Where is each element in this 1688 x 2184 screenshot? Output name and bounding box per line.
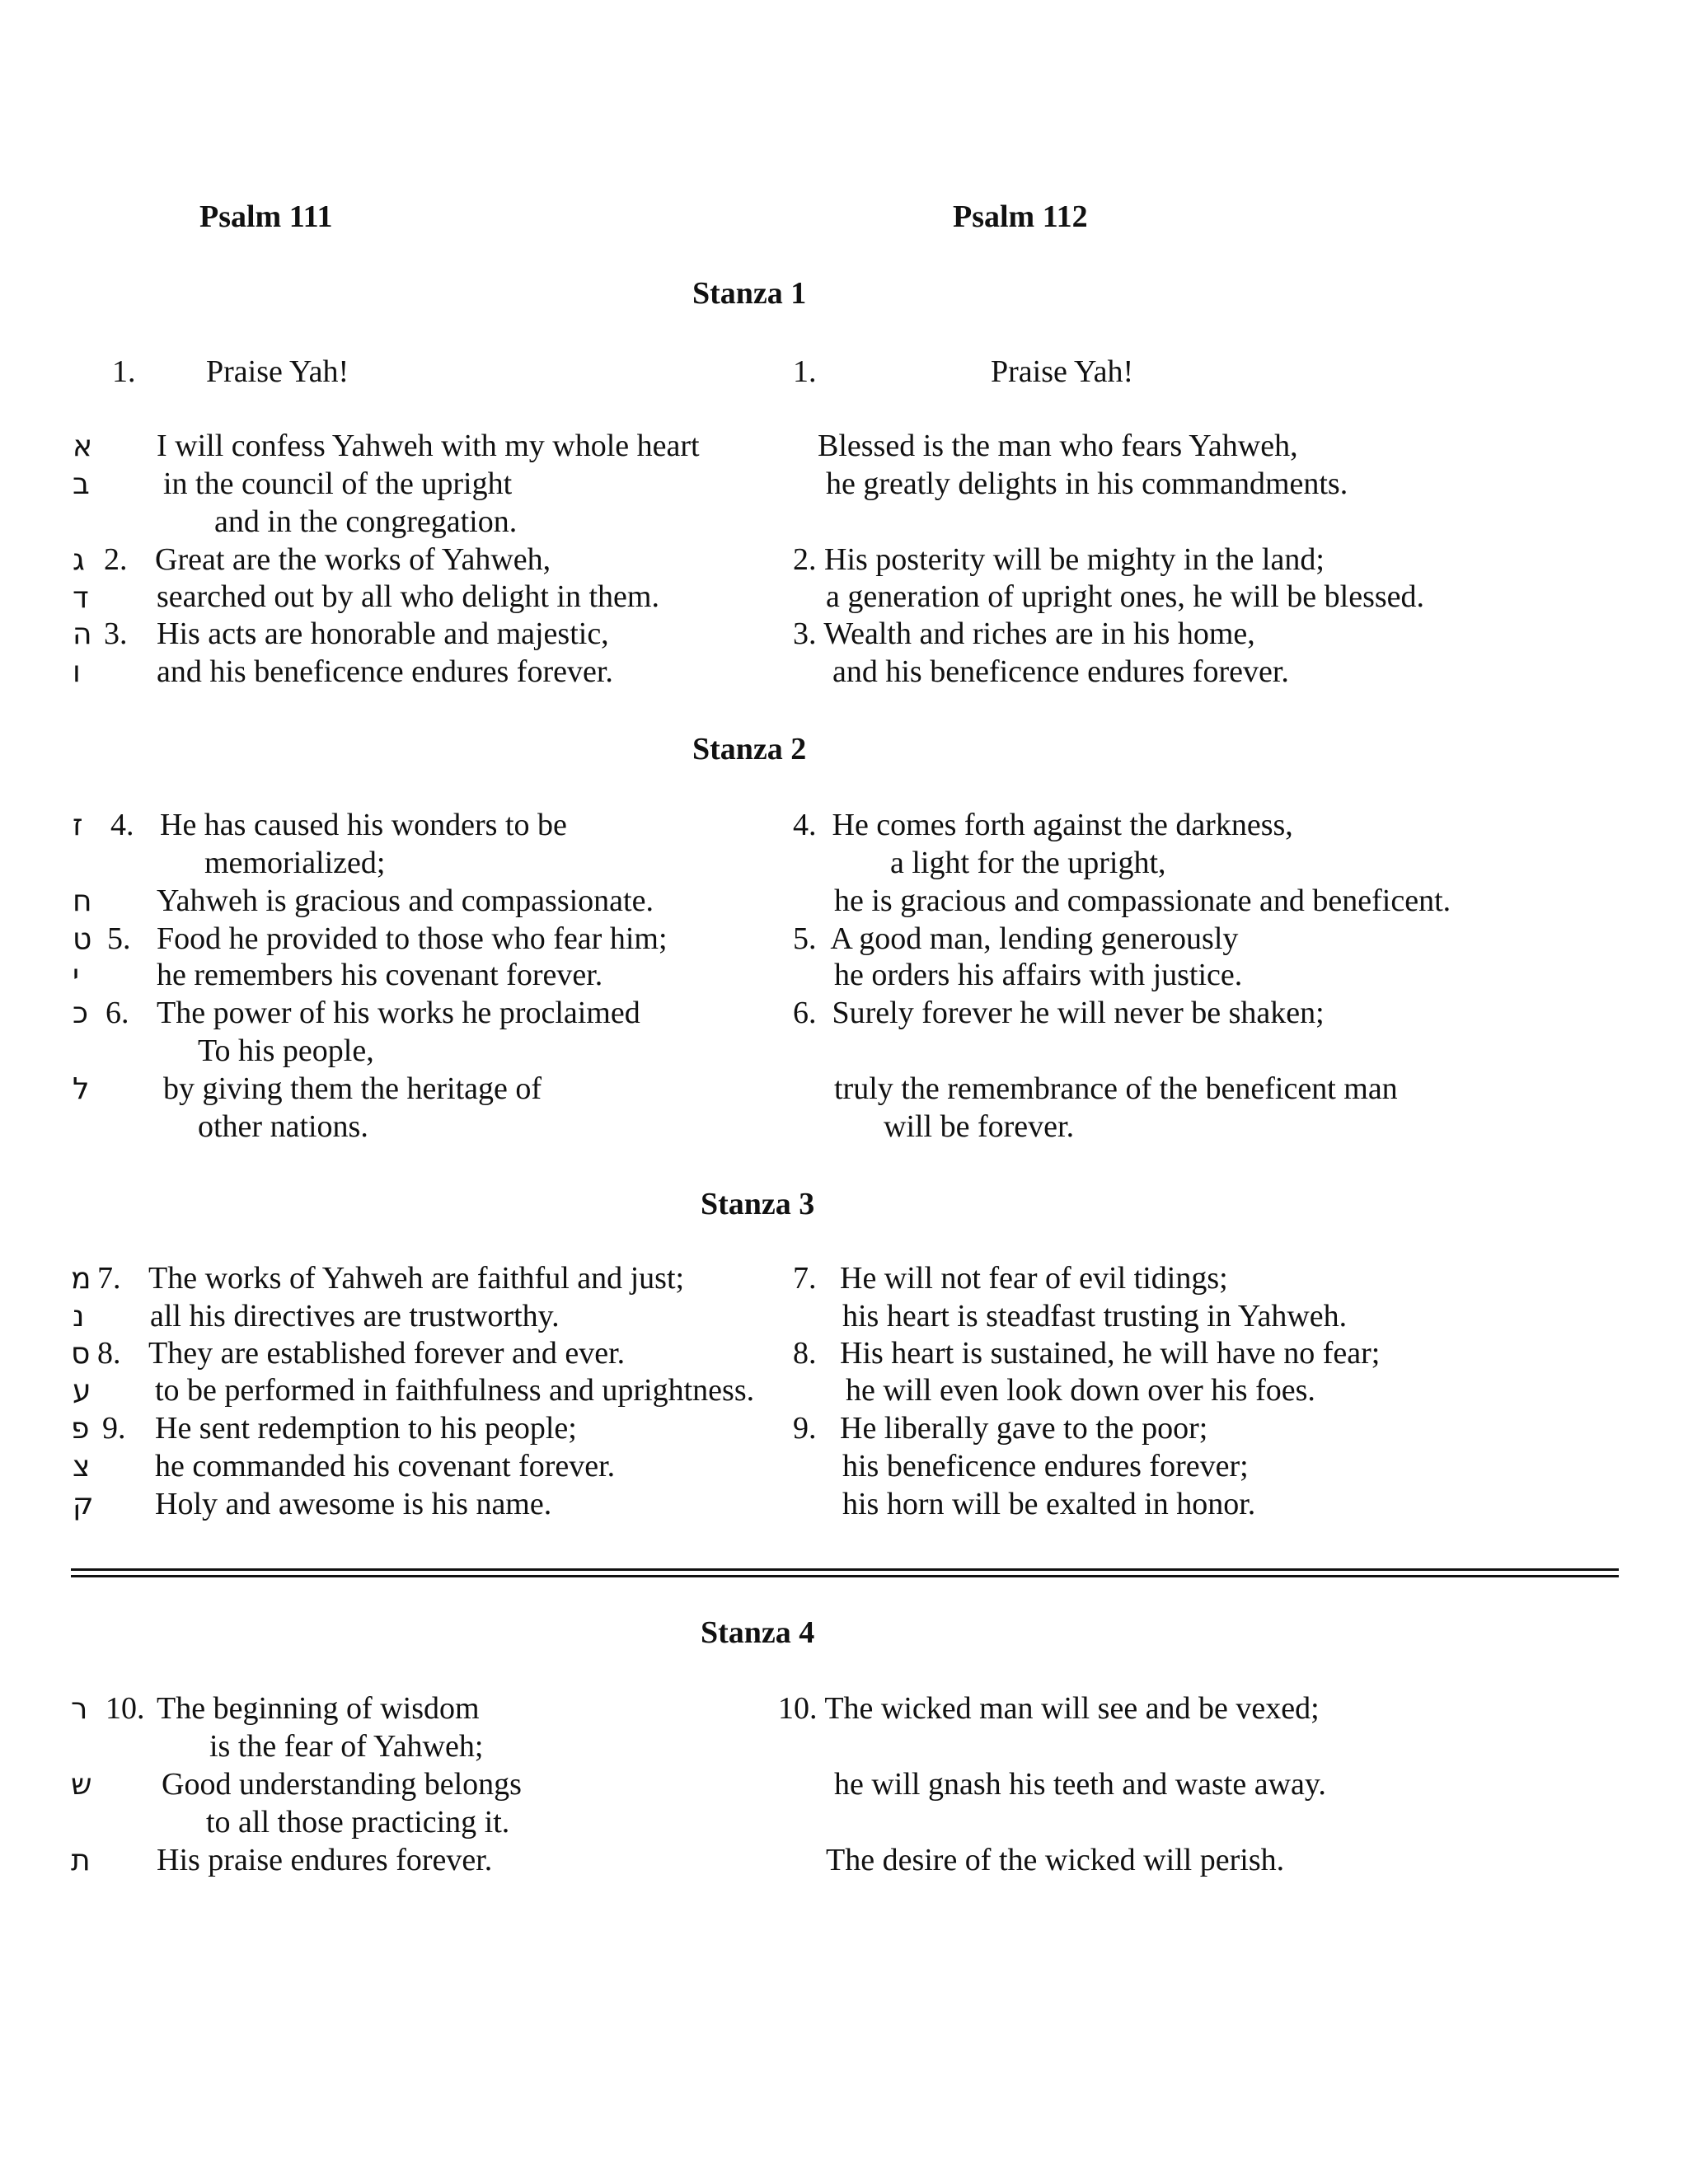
verse-line: The beginning of wisdom bbox=[157, 1691, 480, 1726]
psalm-111-title: Psalm 111 bbox=[199, 199, 333, 234]
verse-line: by giving them the heritage of bbox=[163, 1071, 542, 1106]
verse-line: a light for the upright, bbox=[890, 846, 1166, 880]
verse-line: to be performed in faithfulness and uprightness. bbox=[155, 1373, 755, 1408]
hebrew-letter-dalet: ד bbox=[73, 581, 89, 615]
verse-line: They are established forever and ever. bbox=[148, 1336, 626, 1371]
verse-line: and his beneficence endures forever. bbox=[157, 654, 613, 689]
verse-number: 2. bbox=[104, 542, 128, 577]
stanza-3-heading: Stanza 3 bbox=[701, 1187, 815, 1221]
hebrew-letter-shin: ש bbox=[71, 1768, 92, 1802]
hebrew-letter-tet: ט bbox=[73, 922, 92, 956]
verse-line: 6. Surely forever he will never be shaken; bbox=[793, 996, 1325, 1030]
hebrew-letter-gimel: ג bbox=[73, 543, 85, 577]
praise-line: Praise Yah! bbox=[206, 354, 349, 389]
verse-line: he will gnash his teeth and waste away. bbox=[834, 1767, 1326, 1802]
verse-line: 8. His heart is sustained, he will have no fear; bbox=[793, 1336, 1381, 1371]
verse-line: 7. He will not fear of evil tidings; bbox=[793, 1261, 1228, 1296]
verse-number: 6. bbox=[106, 996, 129, 1030]
verse-line: The works of Yahweh are faithful and just; bbox=[148, 1261, 685, 1296]
stanza-4-heading: Stanza 4 bbox=[701, 1615, 815, 1650]
verse-line: to all those practicing it. bbox=[206, 1805, 510, 1840]
verse-line: he commanded his covenant forever. bbox=[155, 1449, 616, 1483]
praise-line: Praise Yah! bbox=[991, 354, 1134, 389]
hebrew-letter-vav: ו bbox=[73, 655, 81, 689]
verse-line: Food he provided to those who fear him; bbox=[157, 921, 668, 956]
verse-line: The desire of the wicked will perish. bbox=[826, 1843, 1285, 1877]
hebrew-letter-lamed: ל bbox=[73, 1072, 90, 1106]
hebrew-letter-aleph: א bbox=[73, 429, 93, 463]
hebrew-letter-tav: ת bbox=[71, 1844, 91, 1877]
verse-number: 8. bbox=[97, 1336, 121, 1371]
verse-line: he is gracious and compassionate and beneficent. bbox=[834, 883, 1451, 918]
verse-line: Yahweh is gracious and compassionate. bbox=[157, 883, 654, 918]
hebrew-letter-resh: ר bbox=[71, 1692, 88, 1726]
verse-line: his heart is steadfast trusting in Yahweh. bbox=[842, 1299, 1348, 1333]
verse-number: 9. bbox=[102, 1411, 126, 1446]
hebrew-letter-zayin: ז bbox=[73, 808, 83, 842]
verse-line: 10. The wicked man will see and be vexed; bbox=[778, 1691, 1320, 1726]
verse-line: Good understanding belongs bbox=[162, 1767, 522, 1802]
verse-line: His acts are honorable and majestic, bbox=[157, 616, 609, 651]
verse-line: his horn will be exalted in honor. bbox=[842, 1487, 1256, 1521]
verse-line: I will confess Yahweh with my whole heart bbox=[157, 429, 700, 463]
verse-line: memorialized; bbox=[204, 846, 386, 880]
hebrew-letter-pe: פ bbox=[71, 1412, 90, 1446]
verse-line: will be forever. bbox=[884, 1109, 1075, 1144]
hebrew-letter-tsade: צ bbox=[73, 1450, 91, 1483]
verse-line: Blessed is the man who fears Yahweh, bbox=[818, 429, 1298, 463]
hebrew-letter-he: ה bbox=[73, 617, 92, 651]
verse-line: is the fear of Yahweh; bbox=[209, 1729, 484, 1764]
verse-line: he remembers his covenant forever. bbox=[157, 958, 603, 992]
verse-line: a generation of upright ones, he will be blessed. bbox=[826, 579, 1425, 614]
hebrew-letter-het: ח bbox=[73, 884, 92, 918]
verse-line: he greatly delights in his commandments. bbox=[826, 466, 1348, 501]
hebrew-letter-qof: ק bbox=[73, 1488, 94, 1521]
verse-line: The power of his works he proclaimed bbox=[157, 996, 640, 1030]
hebrew-letter-nun: נ bbox=[73, 1300, 85, 1333]
stanza-1-heading: Stanza 1 bbox=[692, 276, 807, 311]
verse-line: 2. His posterity will be mighty in the land; bbox=[793, 542, 1325, 577]
verse-line: all his directives are trustworthy. bbox=[150, 1299, 560, 1333]
hebrew-letter-bet: ב bbox=[73, 467, 90, 501]
verse-line: and in the congregation. bbox=[214, 504, 518, 539]
verse-line: other nations. bbox=[198, 1109, 368, 1144]
divider-rule bbox=[71, 1568, 1619, 1571]
verse-line: his beneficence endures forever; bbox=[842, 1449, 1249, 1483]
verse-line: Great are the works of Yahweh, bbox=[155, 542, 551, 577]
verse-number: 1. bbox=[793, 354, 817, 389]
verse-number: 3. bbox=[104, 616, 128, 651]
verse-line: To his people, bbox=[198, 1033, 374, 1068]
verse-line: He sent redemption to his people; bbox=[155, 1411, 577, 1446]
verse-line: searched out by all who delight in them. bbox=[157, 579, 659, 614]
verse-number: 4. bbox=[110, 808, 134, 842]
verse-line: and his beneficence endures forever. bbox=[832, 654, 1289, 689]
verse-number: 1. bbox=[112, 354, 136, 389]
verse-line: he will even look down over his foes. bbox=[846, 1373, 1315, 1408]
verse-line: 3. Wealth and riches are in his home, bbox=[793, 616, 1255, 651]
verse-number: 10. bbox=[106, 1691, 145, 1726]
hebrew-letter-samekh: ס bbox=[71, 1337, 91, 1371]
hebrew-letter-ayin: ע bbox=[73, 1374, 91, 1408]
verse-line: he orders his affairs with justice. bbox=[834, 958, 1243, 992]
hebrew-letter-mem: מ bbox=[71, 1262, 91, 1296]
verse-line: 5. A good man, lending generously bbox=[793, 921, 1239, 956]
divider-rule bbox=[71, 1575, 1619, 1577]
verse-number: 7. bbox=[97, 1261, 121, 1296]
verse-line: He has caused his wonders to be bbox=[160, 808, 567, 842]
stanza-2-heading: Stanza 2 bbox=[692, 732, 807, 766]
hebrew-letter-yod: י bbox=[73, 958, 80, 992]
verse-line: 9. He liberally gave to the poor; bbox=[793, 1411, 1208, 1446]
verse-line: truly the remembrance of the beneficent man bbox=[834, 1071, 1398, 1106]
psalm-112-title: Psalm 112 bbox=[953, 199, 1088, 234]
verse-line: Holy and awesome is his name. bbox=[155, 1487, 552, 1521]
verse-line: 4. He comes forth against the darkness, bbox=[793, 808, 1293, 842]
verse-number: 5. bbox=[107, 921, 131, 956]
verse-line: in the council of the upright bbox=[163, 466, 513, 501]
hebrew-letter-kaf: כ bbox=[73, 996, 89, 1030]
verse-line: His praise endures forever. bbox=[157, 1843, 493, 1877]
